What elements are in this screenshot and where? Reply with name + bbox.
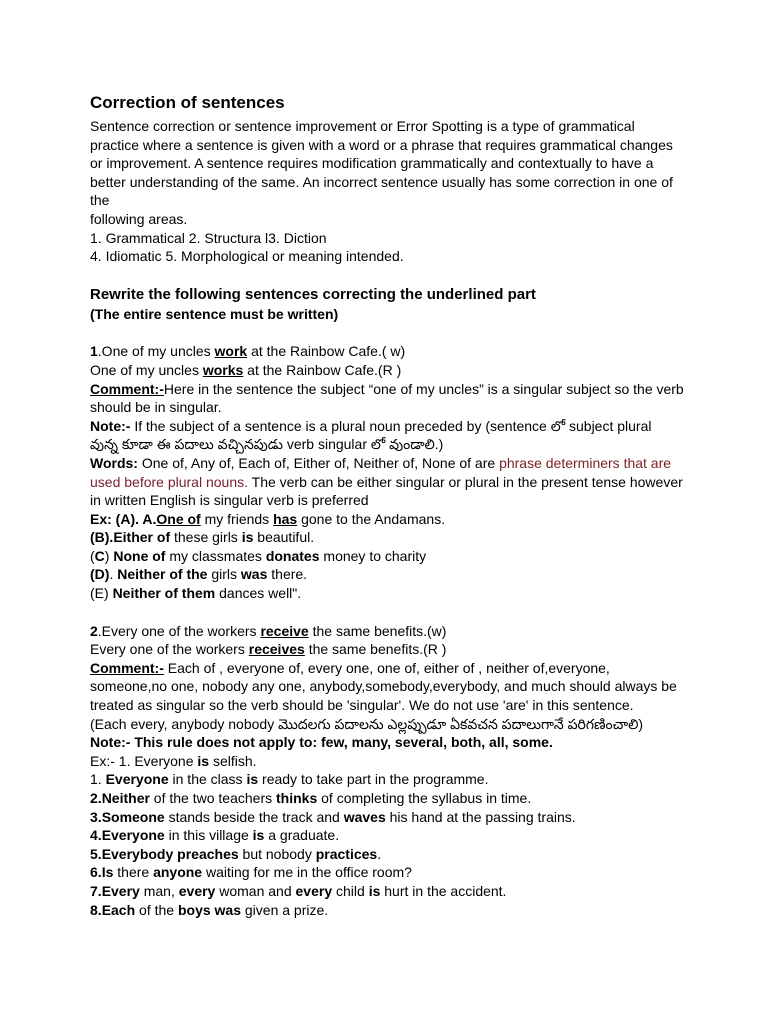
intro-paragraph [90, 117, 685, 266]
note-label: Note:- [90, 417, 131, 434]
question-correct-sentence: One of my uncles works at the Rainbow Cafe.(R ) [90, 361, 402, 378]
instruction-heading: Rewrite the following sentences correcting the underlined part [90, 285, 536, 303]
underlined-correction: works [202, 361, 244, 378]
page-title: Correction of sentences [90, 93, 285, 112]
comment: Comment:- Each of , everyone of, every one, one of, either of , neither of,everyone, [90, 659, 610, 676]
list-item: 1. Everyone in the class is ready to take part in the programme. [90, 771, 489, 788]
note-line: వున్న కూడా ఈ పదాలు వచ్చినపుడు verb singular లో వుండాలి.) [90, 436, 444, 453]
example-c: (C) None of my classmates donates money to charity [90, 547, 427, 564]
intro-line: practice where a sentence is given with a word or a phrase that requires grammatical changes [90, 136, 673, 153]
words-line: used before plural nouns. The verb can be either singular or plural in the present tense however [90, 473, 683, 490]
question-2 [90, 622, 685, 920]
words-line: in written English is singular verb is preferred [90, 492, 369, 509]
intro-line: following areas. [90, 210, 188, 227]
list-item: 3.Someone stands beside the track and waves his hand at the passing trains. [90, 808, 576, 825]
note: Note:- This rule does not apply to: few, many, several, both, all, some. [90, 734, 553, 751]
example-d: (D). Neither of the girls was there. [90, 566, 308, 583]
question-1 [90, 342, 685, 602]
words-line: Words: One of, Any of, Each of, Either of, Neither of, None of are phrase determiners that are [90, 454, 672, 471]
underlined-error: work [214, 343, 248, 360]
comment-label: Comment:- [90, 659, 164, 676]
intro-line: Sentence correction or sentence improvement or Error Spotting is a type of grammatical [90, 118, 635, 134]
document-content [90, 93, 685, 919]
example-intro: Ex:- 1. Everyone is selfish. [90, 752, 257, 769]
words-label: Words: [90, 454, 138, 471]
list-item: 8.Each of the boys was given a prize. [90, 901, 329, 918]
list-item: 6.Is there anyone waiting for me in the office room? [90, 864, 412, 881]
areas-list-line: 1. Grammatical 2. Structura l3. Diction [90, 229, 327, 246]
comment-line: someone,no one, nobody any one, anybody,somebody,everybody, and much should always be [90, 678, 677, 695]
intro-line: better understanding of the same. An incorrect sentence usually has some correction in one of [90, 173, 673, 190]
instruction-subheading: (The entire sentence must be written) [90, 305, 339, 322]
areas-list-line: 4. Idiomatic 5. Morphological or meaning intended. [90, 248, 404, 265]
list-item: 4.Everyone in this village is a graduate. [90, 827, 340, 844]
question-number: 2 [90, 622, 98, 639]
example-b: (B).Either of these girls is beautiful. [90, 529, 315, 546]
list-item: 2.Neither of the two teachers thinks of completing the syllabus in time. [90, 790, 532, 806]
question-wrong-sentence: 2.Every one of the workers receive the same benefits.(w) [90, 622, 447, 639]
list-item: 5.Everybody preaches but nobody practices. [90, 845, 382, 862]
intro-line: the [90, 192, 110, 209]
highlighted-text: used before plural nouns. [90, 473, 248, 490]
comment-line: should be in singular. [90, 399, 222, 416]
underlined-error: receive [260, 622, 309, 639]
question-wrong-sentence: 1.One of my uncles work at the Rainbow Cafe.( w) [90, 343, 406, 360]
comment-label: Comment:- [90, 380, 164, 397]
comment: Comment:-Here in the sentence the subject “one of my uncles” is a singular subject so the verb [90, 380, 684, 397]
telugu-note: (Each every, anybody nobody మొదలగు పదాలను ఎల్లప్పుడూ ఏకవచన పదాలుగానే పరిగణించాలి) [90, 715, 644, 732]
comment-line: treated as singular so the verb should be 'singular'. We do not use 'are' in this sentence. [90, 697, 634, 714]
highlighted-text: phrase determiners that are [499, 454, 672, 471]
underlined-correction: receives [248, 641, 305, 658]
question-correct-sentence: Every one of the workers receives the same benefits.(R ) [90, 641, 447, 658]
example-a: Ex: (A). A.One of my friends has gone to the Andamans. [90, 510, 446, 527]
question-number: 1 [90, 343, 98, 360]
list-item: 7.Every man, every woman and every child is hurt in the accident. [90, 882, 507, 899]
intro-line: or improvement. A sentence requires modification grammatically and contextually to have a [90, 155, 654, 172]
example-e: (E) Neither of them dances well". [90, 585, 302, 602]
note: Note:- If the subject of a sentence is a plural noun preceded by (sentence లో subject plural [90, 417, 652, 434]
